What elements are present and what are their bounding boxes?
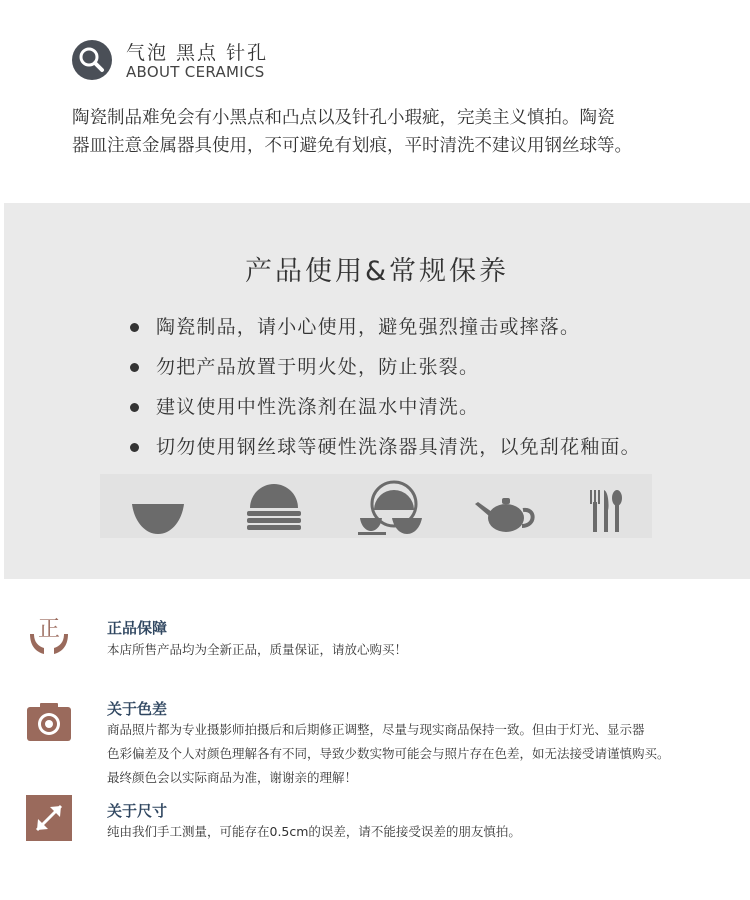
care-item: 建议使用中性洗涤剂在温水中清洗。 (130, 393, 641, 433)
info-line: 商品照片都为专业摄影师拍摄后和后期修正调整，尽量与现实商品保持一致。但由于灯光、显示器 (107, 722, 645, 737)
teapot-icon (472, 474, 542, 538)
cutlery-icon (586, 474, 626, 538)
info-title: 关于色差 (107, 700, 168, 718)
bowl-icon (130, 474, 186, 538)
info-title: 关于尺寸 (107, 802, 168, 820)
camera-icon (26, 699, 72, 745)
info-line: 最终颜色会以实际商品为准，谢谢亲的理解！ (107, 770, 358, 785)
tableware-icons (100, 474, 652, 538)
magnifier-icon (72, 40, 112, 80)
info-title: 正品保障 (107, 619, 168, 637)
genuine-hands-icon (26, 612, 72, 658)
body-line: 陶瓷制品难免会有小黑点和凸点以及针孔小瑕疵，完美主义慎拍。陶瓷 (72, 108, 615, 128)
care-item: 陶瓷制品，请小心使用，避免强烈撞击或摔落。 (130, 313, 641, 353)
info-text (107, 718, 737, 790)
info-line: 色彩偏差及个人对颜色理解各有不同，导致少数实物可能会与照片存在色差，如无法接受请谨慎购买。 (107, 746, 670, 761)
section-title: 气泡 黑点 针孔 (126, 42, 269, 64)
care-item: 勿把产品放置于明火处，防止张裂。 (130, 353, 641, 393)
care-title: 产品使用&常规保养 (244, 256, 510, 287)
genuine-glyph: 正 (37, 617, 61, 642)
care-list (130, 313, 641, 473)
info-text: 纯由我们手工测量，可能存在0.5cm的误差，请不能接受误差的朋友慎拍。 (107, 824, 521, 839)
tea-set-icon (356, 474, 426, 538)
section-subtitle: ABOUT CERAMICS (126, 63, 265, 81)
care-panel (4, 203, 750, 579)
section-body (72, 104, 712, 160)
care-item: 切勿使用钢丝球等硬性洗涤器具清洗，以免刮花釉面。 (130, 433, 641, 473)
body-line: 器皿注意金属器具使用，不可避免有划痕，平时清洗不建议用钢丝球等。 (72, 136, 632, 156)
size-arrow-icon (26, 795, 72, 841)
plate-stack-icon (244, 474, 304, 538)
info-text: 本店所售产品均为全新正品，质量保证，请放心购买！ (107, 642, 408, 657)
